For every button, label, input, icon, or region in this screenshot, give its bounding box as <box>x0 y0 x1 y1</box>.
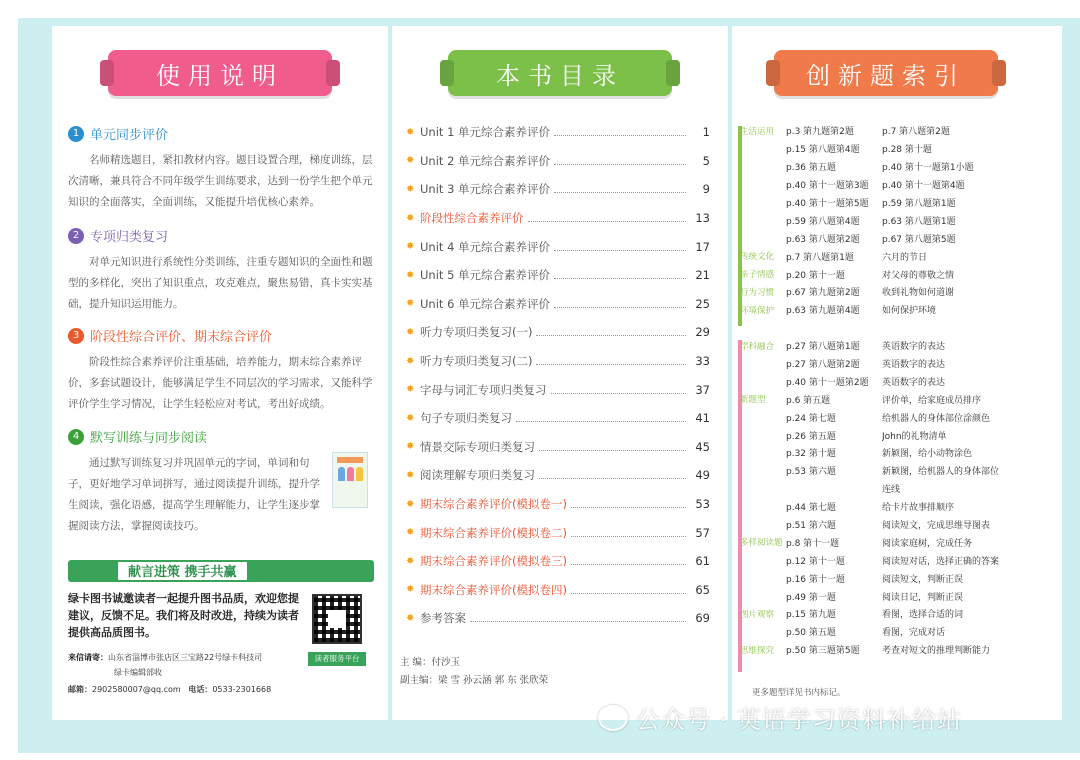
usage-title: 使用说明 <box>108 50 332 96</box>
toc-item[interactable] <box>406 232 710 261</box>
bullet-icon: ✸ <box>406 241 415 253</box>
toc-label: 阅读理解专项归类复习 <box>420 468 535 483</box>
feedback-text: 绿卡图书诚邀读者一起提升图书品质，欢迎您提建议，反馈不足。我们将及时改进，持续为读者提供高品质图书。 <box>68 592 299 639</box>
index-ref: p.27 第八题第1题 <box>786 342 860 353</box>
dot-leader <box>554 157 686 165</box>
dot-leader <box>571 557 686 565</box>
toc-panel <box>392 26 728 720</box>
phone-label: 电话： <box>188 685 213 694</box>
toc-page: 45 <box>695 439 710 454</box>
index-topic: 给卡片故事排顺序 <box>882 503 955 514</box>
feedback-title: 献言进策 携手共赢 <box>116 560 249 582</box>
dot-leader <box>554 243 686 251</box>
toc-item[interactable] <box>406 318 710 347</box>
dot-leader <box>554 185 686 193</box>
index-topic: 新颖图，给小动物涂色 <box>882 449 973 460</box>
section-heading: 默写训练与同步阅读 <box>90 431 208 446</box>
index-ref: p.3 第九题第2题 <box>786 127 854 138</box>
index-topic: 看图，完成对话 <box>882 628 946 639</box>
bullet-icon: ✸ <box>406 384 415 396</box>
index-ref: p.32 第十题 <box>786 449 836 460</box>
index-ref: p.63 第八题第2题 <box>786 234 860 245</box>
toc-item[interactable] <box>406 261 710 290</box>
index-topic: 考查对短文的推理判断能力 <box>882 646 991 657</box>
dot-leader <box>571 500 686 508</box>
index-row <box>740 122 1056 140</box>
number-badge: 2 <box>68 228 84 244</box>
contact-address <box>68 650 306 680</box>
toc-label: 阶段性综合素养评价 <box>420 211 524 226</box>
index-row <box>740 265 1056 283</box>
index-row <box>740 229 1056 247</box>
index-row <box>740 605 1056 623</box>
index-category: 亲子情感 <box>740 270 775 281</box>
toc-label: 听力专项归类复习(一) <box>420 325 533 340</box>
dot-leader <box>571 529 686 537</box>
index-ref: p.16 第十一题 <box>786 574 845 585</box>
qr-caption: 读者服务平台 <box>308 652 366 666</box>
index-ref: p.49 第一题 <box>786 592 836 603</box>
bullet-icon: ✸ <box>406 469 415 481</box>
toc-page: 1 <box>702 125 710 140</box>
index-row <box>740 319 1056 337</box>
editors <box>400 654 548 690</box>
section-body: 名师精选题目，紧扣教材内容。题目设置合理，梯度训练，层次清晰，兼具符合不同年级学生训练要求，达到一份学生把个单元知识的全面落实，全面训练，又能提升培优核心素养。 <box>68 154 373 208</box>
index-row <box>740 516 1056 534</box>
dot-leader <box>554 300 686 308</box>
toc-page: 53 <box>695 497 710 512</box>
toc-item[interactable] <box>406 290 710 319</box>
contact-value-2: 绿卡编辑部收 <box>114 668 162 677</box>
index-ref: p.36 第五题 <box>786 163 836 174</box>
index-ref: p.51 第六题 <box>786 521 836 532</box>
index-row <box>740 211 1056 229</box>
toc-label: Unit 3 单元综合素养评价 <box>420 182 551 197</box>
index-ref: p.44 第七题 <box>786 503 836 514</box>
toc-page: 5 <box>702 153 710 168</box>
index-category: 思维探究 <box>740 645 775 656</box>
toc-page: 61 <box>695 554 710 569</box>
phone-value: 0533-2301668 <box>212 685 272 694</box>
index-ref: p.24 第七题 <box>786 413 836 424</box>
index-row <box>740 355 1056 373</box>
usage-section-4 <box>68 427 324 537</box>
toc-item[interactable] <box>406 175 710 204</box>
index-ref: p.27 第八题第2题 <box>786 360 860 371</box>
deputy-editor-value: 梁 雪 孙云涵 郭 东 张欣荣 <box>438 675 549 686</box>
feedback-banner <box>68 560 374 582</box>
index-note: 更多题型详见书内标记。 <box>752 688 846 698</box>
toc-label: 期末综合素养评价(模拟卷三) <box>420 554 567 569</box>
section-heading: 单元同步评价 <box>90 128 169 143</box>
index-topic: 阅读短文，判断正误 <box>882 574 964 585</box>
index-ref: p.8 第十一题 <box>786 538 840 549</box>
editor-label: 主 编： <box>400 657 432 668</box>
contact-value: 山东省淄博市张店区三宝路22号绿卡科技司 <box>108 653 263 662</box>
index-row <box>740 533 1056 551</box>
index-row <box>740 408 1056 426</box>
index-topic: 阅读短对话，选择正确的答案 <box>882 556 1000 567</box>
index-topic: 阅读家庭树，完成任务 <box>882 538 973 549</box>
index-ref: p.59 第八题第4题 <box>786 216 860 227</box>
number-badge: 1 <box>68 126 84 142</box>
index-row <box>740 194 1056 212</box>
dot-leader <box>571 586 686 594</box>
toc-item[interactable] <box>406 347 710 376</box>
index-row <box>740 498 1056 516</box>
watermark-text: 公众号 · 英语学习资料补给站 <box>636 706 962 734</box>
bullet-icon: ✸ <box>406 355 415 367</box>
index-row <box>740 480 1056 498</box>
dot-leader <box>554 271 686 279</box>
bullet-icon: ✸ <box>406 269 415 281</box>
bullet-icon: ✸ <box>406 155 415 167</box>
email-line <box>68 684 368 695</box>
index-category: 学科融合 <box>740 341 775 352</box>
index-row <box>740 176 1056 194</box>
index-topic: p.40 第十一题第4题 <box>882 181 965 192</box>
toc-page: 41 <box>695 411 710 426</box>
toc-item[interactable] <box>406 547 710 576</box>
deputy-editor-label: 副主编： <box>400 675 439 686</box>
toc-label: 情景交际专项归类复习 <box>420 439 535 454</box>
toc-item[interactable] <box>406 576 710 605</box>
index-row <box>740 462 1056 480</box>
dot-leader <box>551 386 687 394</box>
index-topic: 新颖图，给机器人的身体部位 <box>882 467 1000 478</box>
toc-item[interactable] <box>406 604 710 633</box>
usage-section-1 <box>68 124 378 213</box>
index-row <box>740 301 1056 319</box>
index-topic: 阅读短文，完成思维导图表 <box>882 521 991 532</box>
section-body: 对单元知识进行系统性分类训练，注重专题知识的全面性和题型的多样化，突出了知识重点，攻克难点，聚焦易错，真卡实实基础，提升知识运用能力。 <box>68 256 373 310</box>
toc-page: 33 <box>695 354 710 369</box>
section-heading: 阶段性综合评价、期末综合评价 <box>90 330 273 345</box>
toc-label: 字母与词汇专项归类复习 <box>420 382 547 397</box>
usage-panel <box>52 26 388 720</box>
bullet-icon: ✸ <box>406 527 415 539</box>
index-category: 生活运用 <box>740 126 775 137</box>
toc-label: 参考答案 <box>420 611 466 626</box>
section-body: 阶段性综合素养评价注重基础，培养能力，期末综合素养评价，多套试题设计，能够满足学生不同层次的学习需求，又能科学评价学生学习情况，让学生轻松应对考试，考出好成绩。 <box>68 356 373 410</box>
index-category: 行为习惯 <box>740 287 775 298</box>
book-cover-image <box>332 452 368 508</box>
watermark <box>598 700 962 735</box>
dot-leader <box>536 357 686 365</box>
number-badge: 4 <box>68 429 84 445</box>
toc-label: Unit 1 单元综合素养评价 <box>420 125 551 140</box>
bullet-icon: ✸ <box>406 498 415 510</box>
index-category: 图片观察 <box>740 609 775 620</box>
dot-leader <box>470 614 686 622</box>
index-topic: 阅读日记，判断正误 <box>882 592 964 603</box>
toc-page: 49 <box>695 468 710 483</box>
toc-item[interactable] <box>406 147 710 176</box>
bullet-icon: ✸ <box>406 612 415 624</box>
toc-item[interactable] <box>406 461 710 490</box>
section-heading: 专项归类复习 <box>90 230 169 245</box>
index-row <box>740 623 1056 641</box>
index-ref: p.40 第十一题第3题 <box>786 181 869 192</box>
index-topic: p.28 第十题 <box>882 145 932 156</box>
bullet-icon: ✸ <box>406 555 415 567</box>
index-ref: p.40 第十一题第5题 <box>786 199 869 209</box>
wechat-icon <box>598 705 628 731</box>
toc-label: 期末综合素养评价(模拟卷一) <box>420 497 567 512</box>
toc-label: Unit 6 单元综合素养评价 <box>420 296 551 311</box>
index-row <box>740 140 1056 158</box>
index-panel <box>732 26 1062 720</box>
toc-page: 37 <box>695 382 710 397</box>
bullet-icon: ✸ <box>406 441 415 453</box>
toc-item[interactable] <box>406 375 710 404</box>
toc-label: 期末综合素养评价(模拟卷四) <box>420 582 567 597</box>
toc-label: Unit 2 单元综合素养评价 <box>420 153 551 168</box>
index-topic: 六月的节日 <box>882 252 928 263</box>
index-topic: 评价单，给家庭成员排序 <box>882 395 982 406</box>
index-row <box>740 372 1056 390</box>
toc-page: 21 <box>695 268 710 283</box>
index-ref: p.20 第十一题 <box>786 270 845 281</box>
index-category: 环境保护 <box>740 305 775 316</box>
index-ref: p.63 第九题第4题 <box>786 306 860 317</box>
toc-label: 句子专项归类复习 <box>420 411 512 426</box>
toc-list <box>406 118 710 633</box>
index-topic: p.7 第八题第2题 <box>882 127 950 138</box>
toc-item[interactable] <box>406 433 710 462</box>
index-table <box>740 122 1056 659</box>
index-ref: p.7 第八题第1题 <box>786 252 854 263</box>
toc-page: 57 <box>695 525 710 540</box>
toc-label: 期末综合素养评价(模拟卷二) <box>420 525 567 540</box>
number-badge: 3 <box>68 328 84 344</box>
index-topic: 看图，选择合适的词 <box>882 610 964 621</box>
bullet-icon: ✸ <box>406 183 415 195</box>
toc-item[interactable] <box>406 204 710 233</box>
toc-item[interactable] <box>406 404 710 433</box>
index-ref: p.12 第十一题 <box>786 556 845 567</box>
index-row <box>740 158 1056 176</box>
index-row <box>740 283 1056 301</box>
index-topic: 给机器人的身体部位涂颜色 <box>882 413 991 424</box>
index-topic: John的礼物清单 <box>882 431 947 442</box>
dot-leader <box>539 471 686 479</box>
usage-section-3 <box>68 326 378 415</box>
index-row <box>740 337 1056 355</box>
index-ref: p.26 第五题 <box>786 431 836 442</box>
toc-page: 9 <box>702 182 710 197</box>
index-topic: 连线 <box>882 485 901 496</box>
index-ref: p.6 第五题 <box>786 395 831 406</box>
index-category: 新题型 <box>740 395 766 406</box>
bullet-icon: ✸ <box>406 584 415 596</box>
toc-label: Unit 5 单元综合素养评价 <box>420 268 551 283</box>
dot-leader <box>536 328 686 336</box>
index-ref: p.40 第十一题第2题 <box>786 377 869 388</box>
index-row <box>740 641 1056 659</box>
usage-section-2 <box>68 226 378 315</box>
editor-value: 付沙玉 <box>431 657 461 668</box>
index-topic: 对父母的尊敬之情 <box>882 270 955 281</box>
dot-leader <box>516 414 686 422</box>
toc-page: 65 <box>695 582 710 597</box>
index-topic: p.67 第八题第5题 <box>882 234 956 245</box>
toc-page: 17 <box>695 239 710 254</box>
toc-item[interactable] <box>406 118 710 147</box>
section-body: 通过默写训练复习并巩固单元的字词，单词和句子，更好地学习单词拼写，通过阅读提升训练，提升学生阅读，强化语感，提高学生理解能力，让学生逐步掌握阅读方法，掌握阅读技巧。 <box>68 457 320 532</box>
toc-label: Unit 4 单元综合素养评价 <box>420 239 551 254</box>
bullet-icon: ✸ <box>406 298 415 310</box>
index-title: 创新题索引 <box>774 50 998 96</box>
index-row <box>740 551 1056 569</box>
index-category: 多样阅读题 <box>740 538 783 549</box>
index-ref: p.15 第九题 <box>786 610 836 621</box>
toc-item[interactable] <box>406 490 710 519</box>
index-ref: p.15 第八题第4题 <box>786 145 860 156</box>
index-topic: 如何保护环境 <box>882 306 937 317</box>
index-topic: p.59 第八题第1题 <box>882 199 956 209</box>
index-ref: p.50 第三题第5题 <box>786 646 860 657</box>
toc-label: 听力专项归类复习(二) <box>420 354 533 369</box>
email-label: 邮箱： <box>68 685 92 694</box>
index-topic: 英语数字的表达 <box>882 342 946 353</box>
index-topic: p.40 第十一题第1小题 <box>882 163 974 174</box>
dot-leader <box>528 214 687 222</box>
toc-item[interactable] <box>406 518 710 547</box>
index-topic: p.63 第八题第1题 <box>882 216 956 227</box>
index-topic: 收到礼物如何道谢 <box>882 288 955 299</box>
email-value[interactable]: 2902580007@qq.com <box>92 685 181 694</box>
index-row <box>740 390 1056 408</box>
bullet-icon: ✸ <box>406 412 415 424</box>
index-row <box>740 444 1056 462</box>
contact-label: 来信请寄： <box>68 653 108 662</box>
toc-page: 69 <box>695 611 710 626</box>
toc-page: 25 <box>695 296 710 311</box>
index-topic: 英语数字的表达 <box>882 360 946 371</box>
bullet-icon: ✸ <box>406 212 415 224</box>
bullet-icon: ✸ <box>406 326 415 338</box>
index-category: 传统文化 <box>740 252 775 263</box>
toc-page: 29 <box>695 325 710 340</box>
index-row <box>740 426 1056 444</box>
dot-leader <box>539 443 686 451</box>
index-ref: p.53 第六题 <box>786 467 836 478</box>
index-row <box>740 569 1056 587</box>
index-topic: 英语数字的表达 <box>882 377 946 388</box>
index-row <box>740 247 1056 265</box>
index-row <box>740 587 1056 605</box>
bullet-icon: ✸ <box>406 126 415 138</box>
toc-page: 13 <box>695 211 710 226</box>
toc-title: 本书目录 <box>448 50 672 96</box>
index-ref: p.67 第九题第2题 <box>786 288 860 299</box>
dot-leader <box>554 128 686 136</box>
index-ref: p.50 第五题 <box>786 628 836 639</box>
qr-code[interactable] <box>312 594 362 644</box>
